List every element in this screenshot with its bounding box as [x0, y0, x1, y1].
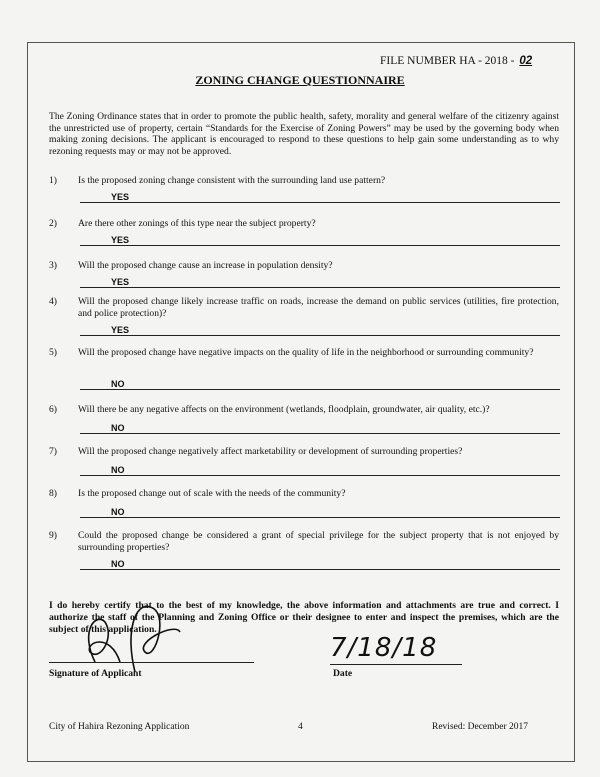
answer-field-5[interactable]	[80, 376, 560, 390]
answer-field-8[interactable]	[80, 504, 560, 518]
question-3	[49, 260, 559, 272]
question-5	[49, 347, 559, 359]
question-text: Will the proposed change likely increase traffic on roads, increase the demand on public services (utilities, fire protection, and police protection)?	[78, 296, 559, 319]
question-6	[49, 404, 559, 416]
intro-paragraph: The Zoning Ordinance states that in order to promote the public health, safety, morality and general welfare of the citizenry against the unrestricted use of property, certain “Standards for the Exercise of Zoning Powers” may be used by the governing body when making zoning decisions. The applicant is encouraged to respond to these questions to help gain some understanding as to why rezoning requests may or may not be approved.	[49, 111, 559, 157]
question-text: Will the proposed change negatively affect marketability or development of surrounding properties?	[78, 446, 463, 457]
footer-left: City of Hahira Rezoning Application	[49, 722, 190, 732]
answer-value: YES	[111, 235, 130, 245]
question-text: Will the proposed change have negative impacts on the quality of life in the neighborhood or surrounding community?	[78, 347, 534, 358]
file-number-value: 02	[519, 55, 533, 67]
question-text: Could the proposed change be considered a grant of special privilege for the subject property that is not enjoyed by surrounding properties?	[78, 530, 559, 553]
question-number: 8)	[49, 488, 57, 499]
answer-value: NO	[111, 465, 125, 475]
footer-page-number: 4	[298, 722, 303, 732]
question-number: 2)	[49, 218, 57, 229]
date-label: Date	[333, 668, 353, 679]
answer-field-9[interactable]	[80, 556, 560, 570]
question-number: 9)	[49, 530, 57, 541]
question-number: 1)	[49, 175, 57, 186]
answer-field-4[interactable]	[80, 322, 560, 336]
question-number: 7)	[49, 446, 57, 457]
date-handwritten: 7/18/18	[330, 633, 438, 663]
answer-value: NO	[111, 379, 125, 389]
question-text: Is the proposed zoning change consistent with the surrounding land use pattern?	[78, 175, 386, 186]
question-number: 5)	[49, 347, 57, 358]
answer-value: YES	[111, 277, 130, 287]
question-8	[49, 488, 559, 500]
question-1	[49, 175, 559, 187]
file-number	[380, 55, 542, 67]
answer-field-1[interactable]	[80, 189, 560, 203]
answer-field-3[interactable]	[80, 274, 560, 288]
date-line	[330, 664, 462, 665]
question-2	[49, 218, 559, 230]
file-number-label: FILE NUMBER HA - 2018 -	[380, 55, 515, 67]
answer-field-2[interactable]	[80, 232, 560, 246]
answer-value: NO	[111, 507, 125, 517]
question-text: Will there be any negative affects on the environment (wetlands, floodplain, groundwater, air quality, etc.)?	[78, 404, 490, 415]
answer-value: NO	[111, 423, 125, 433]
question-number: 4)	[49, 296, 57, 307]
question-number: 6)	[49, 404, 57, 415]
footer-right: Revised: December 2017	[432, 722, 529, 732]
question-text: Will the proposed change cause an increase in population density?	[78, 260, 333, 271]
answer-field-6[interactable]	[80, 420, 560, 434]
question-text: Are there other zonings of this type near the subject property?	[78, 218, 316, 229]
question-4	[49, 296, 559, 320]
answer-value: YES	[111, 325, 130, 335]
question-number: 3)	[49, 260, 57, 271]
signature-line	[49, 662, 254, 663]
signature-label: Signature of Applicant	[49, 668, 142, 679]
page-title: ZONING CHANGE QUESTIONNAIRE	[195, 73, 405, 87]
answer-field-7[interactable]	[80, 462, 560, 476]
answer-value: YES	[111, 192, 130, 202]
question-9	[49, 530, 559, 554]
question-text: Is the proposed change out of scale with the needs of the community?	[78, 488, 346, 499]
certification-statement: I do hereby certify that to the best of my knowledge, the above information and attachments are true and correct. I authorize the staff of the Planning and Zoning Office or their designee to enter and inspect the premises, which are the subject of this application.	[49, 600, 559, 635]
question-7	[49, 446, 559, 458]
answer-value: NO	[111, 559, 125, 569]
